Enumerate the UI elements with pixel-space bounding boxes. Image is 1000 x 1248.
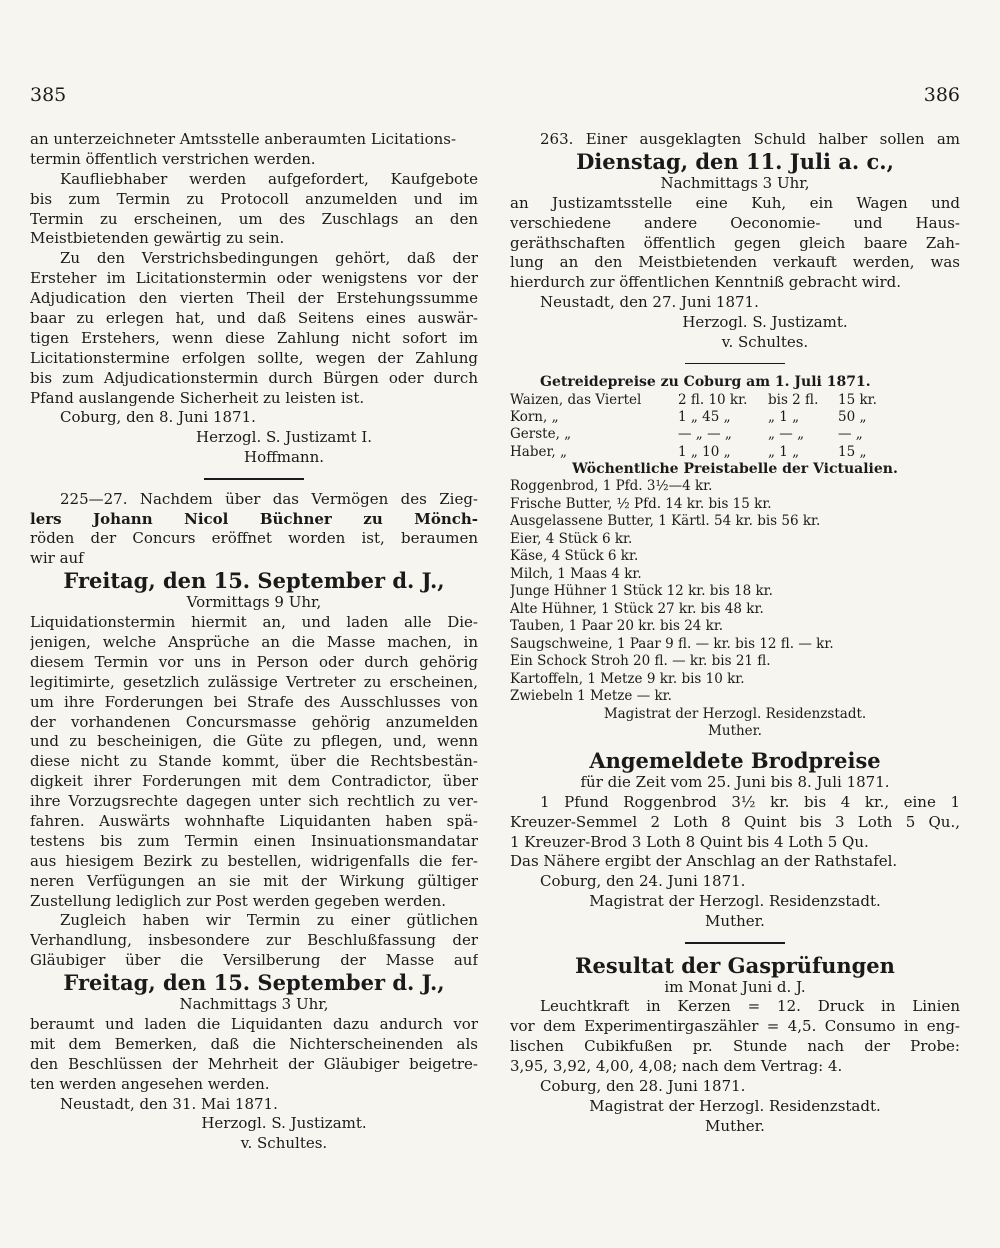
text-line: legitimirte, gesetzlich zulässige Vertreter zu erscheinen, xyxy=(30,672,478,691)
table-row xyxy=(510,409,960,426)
table-cell: — „ xyxy=(838,426,863,443)
text-line: tigen Erstehers, wenn diese Zahlung nicht sofort im xyxy=(30,328,478,347)
signature-name: Muther. xyxy=(708,723,762,740)
text-line: diesem Termin vor uns in Person oder durch gehörig xyxy=(30,652,478,671)
text-line: 225—27. Nachdem über das Vermögen des Zieg- xyxy=(60,489,478,508)
list-item: Ausgelassene Butter, 1 Kärtl. 54 kr. bis 56 kr. xyxy=(510,513,821,530)
text-line: der vorhandenen Concursmasse gehörig anzumelden xyxy=(30,712,478,731)
text-line: Licitationstermine erfolgen sollte, wegen der Zahlung xyxy=(30,348,478,367)
list-item: Milch, 1 Maas 4 kr. xyxy=(510,565,642,582)
place-date: Neustadt, den 27. Juni 1871. xyxy=(540,293,759,312)
right-column xyxy=(510,130,960,1137)
text-line: 3,95, 3,92, 4,00, 4,08; nach dem Vertrag: 4. xyxy=(510,1057,843,1076)
text-line: ten werden angesehen werden. xyxy=(30,1074,270,1093)
signature-office: Herzogl. S. Justizamt. xyxy=(682,313,848,332)
hearing-date: Freitag, den 15. September d. J., xyxy=(63,568,445,594)
table-cell: „ 1 „ xyxy=(768,443,800,460)
section-divider xyxy=(204,478,304,480)
signature-office: Herzogl. S. Justizamt. xyxy=(201,1114,367,1133)
text-line: Zustellung lediglich zur Post werden gegeben werden. xyxy=(30,891,447,910)
text-line: für die Zeit vom 25. Juni bis 8. Juli 1871. xyxy=(580,772,890,791)
text-line: und zu bescheinigen, die Güte zu pflegen, und, wenn xyxy=(30,732,478,751)
text-line: digkeit ihrer Forderungen mit dem Contradictor, über xyxy=(30,772,478,791)
place-date: Coburg, den 24. Juni 1871. xyxy=(540,872,746,891)
text-line: baar zu erlegen hat, und daß Seitens eines auswär- xyxy=(30,309,478,328)
bread-price-title: Angemeldete Brodpreise xyxy=(589,747,881,773)
text-line: 1 Pfund Roggenbrod 3½ kr. bis 4 kr., eine 1 xyxy=(540,792,960,811)
text-line: bis zum Adjudicationstermin durch Bürgen oder durch xyxy=(30,368,478,387)
meeting-date: Freitag, den 15. September d. J., xyxy=(63,970,445,996)
text-line: an Justizamtsstelle eine Kuh, ein Wagen und xyxy=(510,193,960,212)
text-line: diese nicht zu Stande kommt, über die Rechtsbestän- xyxy=(30,752,478,771)
text-line: 263. Einer ausgeklagten Schuld halber sollen am xyxy=(540,130,960,148)
text-line: ihre Vorzugsrechte dagegen unter sich rechtlich zu ver- xyxy=(30,792,478,811)
victual-price-table xyxy=(510,461,960,741)
list-item: Tauben, 1 Paar 20 kr. bis 24 kr. xyxy=(510,618,724,635)
left-column xyxy=(30,130,478,1154)
signature-name: v. Schultes. xyxy=(721,333,809,352)
list-item: Ein Schock Stroh 20 fl. — kr. bis 21 fl. xyxy=(510,653,771,670)
table-cell: 50 „ xyxy=(838,409,867,425)
text-line: fahren. Auswärts wohnhafte Liquidanten haben spä- xyxy=(30,812,478,830)
signature-office: Magistrat der Herzogl. Residenzstadt. xyxy=(589,892,881,911)
table-cell: „ 1 „ xyxy=(768,409,800,425)
table-cell: 2 fl. 10 kr. xyxy=(678,391,748,408)
table-cell: Haber, „ xyxy=(510,443,567,460)
place-date: Coburg, den 28. Juni 1871. xyxy=(540,1076,746,1095)
text-line: neren Verfügungen an sie mit der Wirkung gültiger xyxy=(30,871,478,890)
gas-test-title: Resultat der Gasprüfungen xyxy=(575,952,895,978)
text-line: den Beschlüssen der Mehrheit der Gläubiger beigetre- xyxy=(30,1054,478,1073)
page-number-right: 386 xyxy=(923,84,960,106)
victual-table-title: Wöchentliche Preistabelle der Victualien. xyxy=(572,460,898,477)
text-line: Liquidationstermin hiermit an, und laden alle Die- xyxy=(30,613,478,632)
text-line: verschiedene andere Oeconomie- und Haus- xyxy=(510,213,960,232)
text-line: Leuchtkraft in Kerzen = 12. Druck in Linien xyxy=(540,997,960,1016)
section-divider xyxy=(685,942,785,944)
signature-name: Muther. xyxy=(705,1116,765,1135)
meeting-time: Nachmittags 3 Uhr, xyxy=(179,995,329,1014)
text-line: vor dem Experimentirgaszähler = 4,5. Consumo in eng- xyxy=(510,1017,960,1036)
table-row xyxy=(510,392,960,409)
auction-time: Nachmittags 3 Uhr, xyxy=(660,173,810,192)
table-cell: 15 „ xyxy=(838,443,867,460)
gas-test-subtitle: im Monat Juni d. J. xyxy=(664,977,806,996)
text-line: Kaufliebhaber werden aufgefordert, Kaufgebote xyxy=(60,169,478,188)
text-line: röden der Concurs eröffnet worden ist, beraumen xyxy=(30,529,478,548)
text-line: lung an den Meistbietenden verkauft werden, was xyxy=(510,253,960,272)
list-item: Kartoffeln, 1 Metze 9 kr. bis 10 kr. xyxy=(510,670,745,687)
text-line: geräthschaften öffentlich gegen gleich baare Zah- xyxy=(510,233,960,252)
text-line: termin öffentlich verstrichen werden. xyxy=(30,149,316,168)
signature-name: Muther. xyxy=(705,912,765,931)
table-row xyxy=(510,426,960,443)
signature-office: Magistrat der Herzogl. Residenzstadt. xyxy=(603,705,867,722)
table-cell: Korn, „ xyxy=(510,409,559,425)
signature-name: Hoffmann. xyxy=(243,448,325,467)
text-line: Zugleich haben wir Termin zu einer gütlichen xyxy=(60,911,478,930)
grain-price-table xyxy=(510,374,960,460)
auction-date: Dienstag, den 11. Juli a. c., xyxy=(576,148,894,174)
list-item: Eier, 4 Stück 6 kr. xyxy=(510,530,633,547)
place-date: Neustadt, den 31. Mai 1871. xyxy=(60,1094,278,1113)
text-line: bis zum Termin zu Protocoll anzumelden und im xyxy=(30,189,478,208)
table-cell: 15 kr. xyxy=(838,391,877,408)
text-line: hierdurch zur öffentlichen Kenntniß gebracht wird. xyxy=(510,273,901,292)
text-line: Termin zu erscheinen, um des Zuschlags an den xyxy=(30,209,478,228)
text-line: Meistbietenden gewärtig zu sein. xyxy=(30,229,285,248)
signature-name: v. Schultes. xyxy=(240,1134,328,1153)
grain-table-title: Getreidepreise zu Coburg am 1. Juli 1871. xyxy=(540,374,871,391)
text-line: 1 Kreuzer-Brod 3 Loth 8 Quint bis 4 Loth 5 Qu. xyxy=(510,832,869,851)
text-line: Kreuzer-Semmel 2 Loth 8 Quint bis 3 Loth 5 Qu., xyxy=(510,812,960,831)
page-number-left: 385 xyxy=(30,84,67,106)
text-line: lischen Cubikfußen pr. Stunde nach der Probe: xyxy=(510,1037,960,1056)
text-line: um ihre Forderungen bei Strafe des Ausschlusses von xyxy=(30,692,478,711)
text-line: beraumt und laden die Liquidanten dazu andurch vor xyxy=(30,1015,478,1034)
section-divider xyxy=(685,363,785,365)
text-line: Zu den Verstrichsbedingungen gehört, daß der xyxy=(60,249,478,268)
text-line: mit dem Bemerken, daß die Nichterscheinenden als xyxy=(30,1034,478,1053)
place-date: Coburg, den 8. Juni 1871. xyxy=(60,408,256,427)
list-item: Käse, 4 Stück 6 kr. xyxy=(510,548,639,565)
table-cell: Gerste, „ xyxy=(510,426,572,443)
text-line: aus hiesigem Bezirk zu bestellen, widrigenfalls die fer- xyxy=(30,851,478,870)
signature-office: Herzogl. S. Justizamt I. xyxy=(195,428,373,447)
list-item: Alte Hühner, 1 Stück 27 kr. bis 48 kr. xyxy=(510,600,764,617)
list-item: Saugschweine, 1 Paar 9 fl. — kr. bis 12 fl. — kr. xyxy=(510,635,834,652)
table-cell: 1 „ 10 „ xyxy=(678,443,731,460)
list-item: Zwiebeln 1 Metze — kr. xyxy=(510,688,672,705)
signature-office: Magistrat der Herzogl. Residenzstadt. xyxy=(589,1096,881,1115)
text-line: Adjudication den vierten Theil der Erstehungssumme xyxy=(30,289,478,308)
text-line: Ersteher im Licitationstermin oder wenigstens vor der xyxy=(30,269,478,288)
text-line: Das Nähere ergibt der Anschlag an der Rathstafel. xyxy=(510,852,898,871)
text-line: testens bis zum Termin einen Insinuationsmandatar xyxy=(30,831,478,850)
text-line: jenigen, welche Ansprüche an die Masse machen, in xyxy=(30,632,478,651)
text-line: Verhandlung, insbesondere zur Beschlußfassung der xyxy=(30,931,478,950)
text-line: Gläubiger über die Versilberung der Masse auf xyxy=(30,951,478,970)
table-row xyxy=(510,444,960,461)
text-line: wir auf xyxy=(30,549,84,568)
table-cell: — „ — „ xyxy=(678,426,732,443)
list-item: Frische Butter, ½ Pfd. 14 kr. bis 15 kr. xyxy=(510,495,772,512)
table-cell: Waizen, das Viertel xyxy=(510,391,642,408)
table-cell: 1 „ 45 „ xyxy=(678,409,731,425)
text-line: an unterzeichneter Amtsstelle anberaumten Licitations- xyxy=(30,130,457,148)
table-cell: bis 2 fl. xyxy=(768,391,819,408)
list-item: Roggenbrod, 1 Pfd. 3½—4 kr. xyxy=(510,478,713,495)
list-item: Junge Hühner 1 Stück 12 kr. bis 18 kr. xyxy=(510,583,773,600)
text-line: Pfand auslangende Sicherheit zu leisten ist. xyxy=(30,388,365,407)
hearing-time: Vormittags 9 Uhr, xyxy=(186,593,322,612)
table-cell: „ — „ xyxy=(768,426,805,443)
text-line: lers Johann Nicol Büchner zu Mönch- xyxy=(30,509,478,528)
